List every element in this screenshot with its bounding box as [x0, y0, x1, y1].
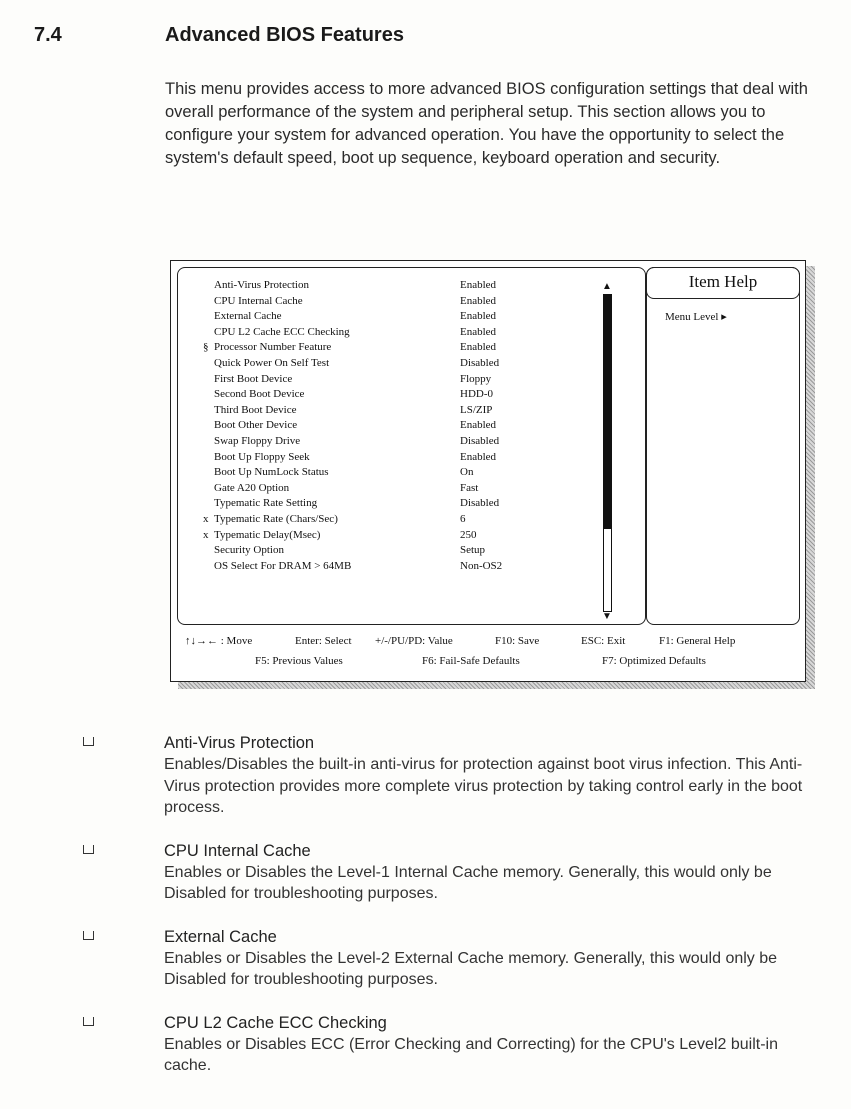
item-description: Enables or Disables the Level-1 Internal Cache memory. Generally, this would only be Disabled for troubleshooting purposes.: [164, 863, 772, 902]
bios-key-legend: [177, 631, 797, 671]
setting-value: Disabled: [460, 434, 500, 447]
scroll-up-arrow-icon: ▲: [602, 281, 612, 292]
item-descriptions: [0, 732, 851, 1098]
setting-label: Typematic Rate Setting: [214, 497, 318, 510]
setting-value: Enabled: [460, 419, 497, 432]
key-general-help: F1: General Help: [659, 635, 736, 647]
setting-value: 250: [460, 528, 477, 541]
bios-setting-row: [178, 340, 598, 356]
bios-settings-list: [178, 278, 598, 574]
setting-label: Anti-Virus Protection: [214, 279, 309, 291]
setting-value: Enabled: [460, 310, 497, 323]
setting-value: HDD-0: [460, 388, 493, 401]
setting-prefix-marker: x: [203, 528, 209, 541]
key-optimized-defaults: F7: Optimized Defaults: [602, 655, 706, 667]
bios-setting-row: [178, 372, 598, 388]
setting-label: Boot Up NumLock Status: [214, 466, 329, 479]
bios-setting-row: [178, 528, 598, 544]
checkbox-bullet-icon: [83, 737, 94, 746]
setting-value: Enabled: [460, 294, 497, 307]
bios-setting-row: [178, 512, 598, 528]
bios-scrollbar: [600, 282, 614, 622]
setting-value: On: [460, 466, 474, 479]
setting-label: Processor Number Feature: [214, 341, 332, 354]
setting-label: Security Option: [214, 544, 284, 557]
setting-label: Second Boot Device: [214, 388, 305, 401]
bios-setting-row: [178, 325, 598, 341]
setting-value: LS/ZIP: [460, 403, 493, 416]
setting-prefix-marker: §: [203, 341, 209, 354]
bios-setting-row: [178, 465, 598, 481]
bios-setting-row: [178, 496, 598, 512]
setting-prefix-marker: x: [203, 512, 209, 525]
bios-setting-row: [178, 387, 598, 403]
key-value: +/-/PU/PD: Value: [375, 635, 453, 647]
bios-setting-row: [178, 294, 598, 310]
setting-label: Swap Floppy Drive: [214, 434, 301, 447]
setting-label: CPU Internal Cache: [214, 294, 303, 307]
setting-value: Fast: [460, 481, 479, 494]
item-title: Anti-Virus Protection: [164, 734, 315, 752]
bios-setting-row: [178, 418, 598, 434]
item-description: Enables/Disables the built-in anti-virus for protection against boot virus infection. This Anti-Virus protection provides more complete virus protection by taking control early in the boot process.: [164, 756, 803, 816]
bios-settings-panel: [177, 267, 646, 625]
setting-label: External Cache: [214, 310, 282, 323]
intro-paragraph: This menu provides access to more advanced BIOS configuration settings that deal with overall performance of the system and peripheral setup. This section allows you to configure your system for advanced operation. You have the opportunity to select the system's default speed, boot up sequence, keyboard operation and security.: [165, 80, 808, 167]
setting-value: Enabled: [460, 279, 497, 291]
key-fail-safe-defaults: F6: Fail-Safe Defaults: [422, 655, 520, 667]
setting-value: Non-OS2: [460, 559, 503, 572]
menu-level-text: Menu Level ▸: [665, 311, 727, 323]
key-exit: ESC: Exit: [581, 635, 626, 647]
bios-screen-figure: [170, 260, 806, 682]
scroll-down-arrow-icon: ▼: [602, 611, 612, 622]
setting-value: Enabled: [460, 341, 497, 354]
key-previous-values: F5: Previous Values: [255, 655, 343, 667]
setting-label: Boot Up Floppy Seek: [214, 450, 310, 463]
key-legend-row-2: [177, 651, 797, 671]
setting-label: Typematic Rate (Chars/Sec): [214, 512, 338, 525]
bios-setting-row: [178, 481, 598, 497]
setting-value: Disabled: [460, 356, 500, 369]
setting-label: Gate A20 Option: [214, 481, 290, 494]
key-select: Enter: Select: [295, 635, 352, 647]
setting-value: Setup: [460, 544, 486, 557]
setting-label: First Boot Device: [214, 372, 293, 385]
setting-label: OS Select For DRAM > 64MB: [214, 559, 352, 572]
bios-setting-row: [178, 356, 598, 372]
item-description: Enables or Disables the Level-2 External Cache memory. Generally, this would only be Disabled for troubleshooting purposes.: [164, 949, 778, 988]
setting-value: Floppy: [460, 372, 492, 385]
bios-setting-row: [178, 278, 598, 294]
item-description: Enables or Disables ECC (Error Checking and Correcting) for the CPU's Level2 built-in cache.: [164, 1035, 778, 1074]
bios-setting-row: [178, 450, 598, 466]
scroll-track: [603, 294, 612, 612]
setting-label: CPU L2 Cache ECC Checking: [214, 325, 350, 338]
setting-value: Enabled: [460, 450, 497, 463]
setting-value: Enabled: [460, 325, 497, 338]
list-item: [0, 1012, 851, 1077]
bios-setting-row: [178, 309, 598, 325]
item-title: CPU Internal Cache: [164, 841, 311, 860]
setting-value: 6: [460, 512, 466, 525]
bios-setting-row: [178, 559, 598, 575]
key-move: ↑↓→← : Move: [185, 635, 253, 647]
bios-setting-row: [178, 543, 598, 559]
scroll-thumb: [604, 295, 611, 529]
checkbox-bullet-icon: [83, 931, 94, 940]
list-item: [0, 732, 851, 819]
checkbox-bullet-icon: [83, 1017, 94, 1026]
key-save: F10: Save: [495, 635, 540, 647]
setting-value: Disabled: [460, 497, 500, 510]
setting-label: Quick Power On Self Test: [214, 356, 330, 369]
checkbox-bullet-icon: [83, 845, 94, 854]
bios-help-panel: [646, 267, 800, 625]
list-item: [0, 840, 851, 905]
list-item: [0, 926, 851, 991]
bios-setting-row: [178, 403, 598, 419]
section-number: 7.4: [34, 24, 62, 46]
setting-label: Boot Other Device: [214, 419, 298, 432]
item-title: CPU L2 Cache ECC Checking: [164, 1013, 387, 1032]
setting-label: Third Boot Device: [214, 403, 297, 416]
item-title: External Cache: [164, 927, 277, 946]
key-legend-row-1: [177, 631, 797, 651]
item-help-title: Item Help: [646, 267, 800, 299]
section-title: Advanced BIOS Features: [165, 24, 404, 46]
bios-setting-row: [178, 434, 598, 450]
setting-label: Typematic Delay(Msec): [214, 528, 321, 541]
